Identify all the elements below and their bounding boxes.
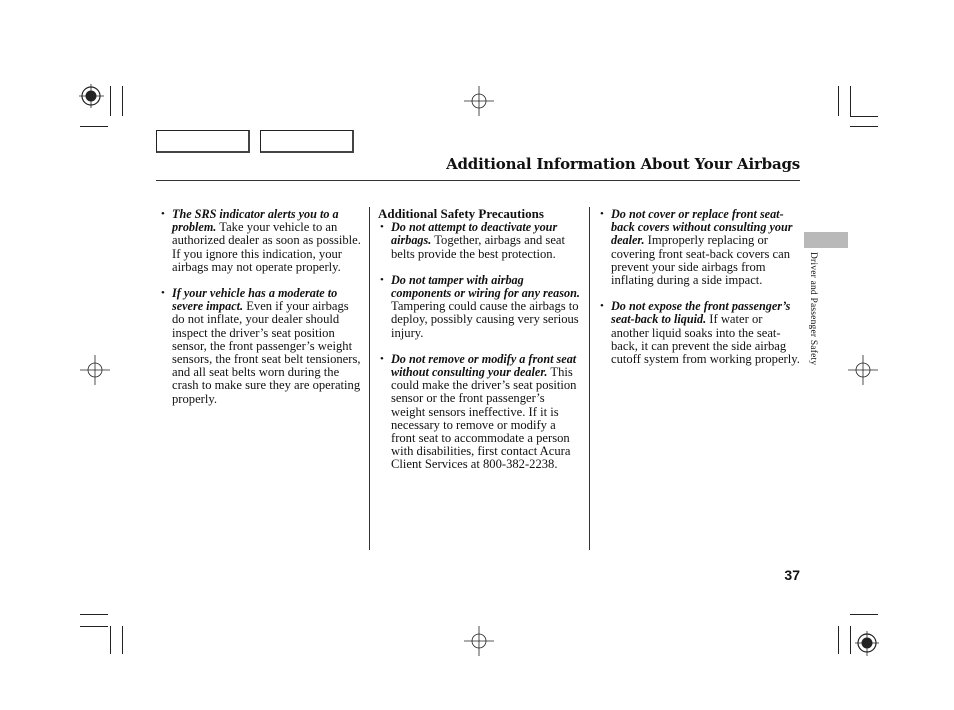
page-number: 37	[784, 567, 800, 583]
bullet-icon: •	[161, 208, 165, 220]
list-item: • The SRS indicator alerts you to a problem. Take your vehicle to an authorized dealer as soon as possible. If you ignore this indication, your airbags may not operate properly.	[161, 207, 361, 274]
crosshair-left-icon	[80, 355, 110, 385]
crosshair-right-icon	[848, 355, 878, 385]
column-2	[378, 207, 582, 485]
crosshair-bottom-icon	[464, 626, 494, 656]
column-1	[159, 208, 363, 419]
page-title: Additional Information About Your Airbags	[446, 155, 800, 173]
bullet-icon: •	[161, 287, 165, 300]
crosshair-top-icon	[464, 86, 494, 116]
column-divider-1	[369, 207, 370, 550]
bullet-icon: •	[380, 221, 384, 234]
nav-box-index[interactable]	[260, 130, 354, 153]
list-item: • If your vehicle has a moderate to severe impact. Even if your airbags do not inflate, your dealer should inspect the driver’s seat position sensor, the front passenger’s weight sensors, the front seat belt tensioners, and all seat belts worn during the crash to make sure they are operating properly.	[161, 286, 361, 406]
bullet-icon: •	[600, 300, 604, 313]
list-item: • Do not cover or replace front seat-back covers without consulting your dealer. Improperly replacing or covering front seat-back covers can prevent your side airbags from inflating during a side impact.	[600, 207, 793, 288]
list-item: • Do not remove or modify a front seat without consulting your dealer. This could make the driver’s seat position sensor or the front passenger’s weight sensors ineffective. If it is necessary to remove or modify a front seat to accommodate a person with disabilities, first contact Acura Client Services at 800-382-2238.	[380, 351, 577, 472]
list-item: • Do not tamper with airbag components or wiring for any reason. Tampering could cause the airbags to deploy, possibly causing very serious injury.	[380, 272, 580, 340]
registration-target-icon	[852, 630, 880, 658]
registration-target-icon	[78, 80, 106, 108]
section-tab[interactable]	[804, 232, 848, 248]
bullet-icon: •	[380, 352, 384, 365]
column-3	[598, 208, 802, 379]
section-heading: Additional Safety Precautions	[378, 206, 544, 221]
bullet-icon: •	[380, 273, 384, 286]
bullet-icon: •	[600, 208, 604, 220]
list-item: • Do not attempt to deactivate your airbags. Together, airbags and seat belts provide the best protection.	[380, 220, 566, 261]
column-divider-2	[589, 207, 590, 550]
list-item: • Do not expose the front passenger’s seat-back to liquid. If water or another liquid soaks into the seat-back, it can prevent the side airbag cutoff system from working properly.	[600, 299, 800, 367]
section-tab-label: Driver and Passenger Safety	[808, 252, 818, 366]
nav-box-contents[interactable]	[156, 130, 250, 153]
header-rule	[156, 180, 800, 181]
